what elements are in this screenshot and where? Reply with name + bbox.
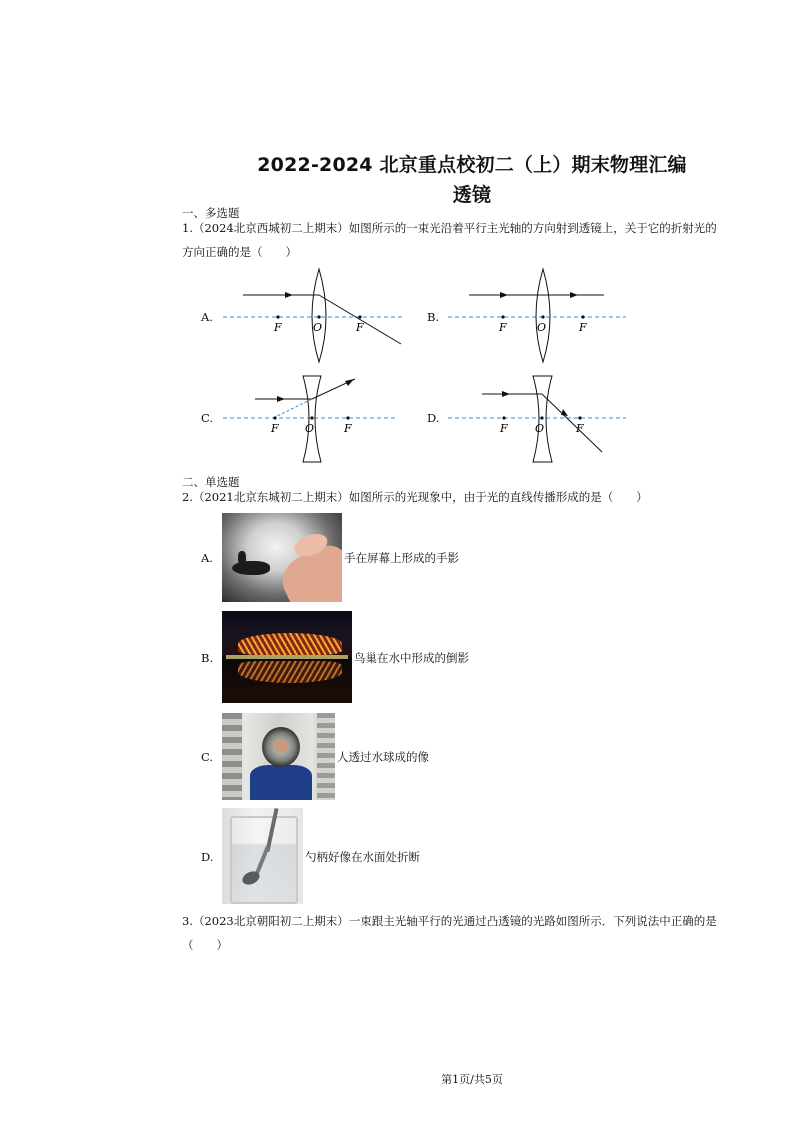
section-heading-single: 二、单选题 — [182, 475, 240, 489]
lens-diagram-a — [215, 262, 410, 364]
q2-option-a-text: 手在屏幕上形成的手影 — [344, 551, 459, 565]
origin-label: O — [537, 321, 547, 334]
q2-option-d-label: D. — [201, 850, 214, 864]
q1-option-b-label: B. — [427, 310, 440, 324]
question-3-text-cont: （ ） — [182, 938, 228, 952]
q1-option-a-label: A. — [201, 310, 213, 324]
origin-label: O — [305, 422, 315, 435]
q2-option-a-label: A. — [201, 551, 213, 565]
q2-option-b-text: 鸟巢在水中形成的倒影 — [354, 651, 469, 665]
origin-label: O — [313, 321, 323, 334]
q2-option-d-text: 勺柄好像在水面处折断 — [305, 850, 420, 864]
focal-label: F — [271, 422, 279, 435]
lens-diagram-c — [215, 372, 410, 468]
hand-shadow-photo — [222, 513, 342, 602]
question-2-text: 2.（2021北京东城初二上期末）如图所示的光现象中，由于光的直线传播形成的是（ ） — [182, 490, 648, 504]
section-heading-multi: 一、多选题 — [182, 206, 240, 220]
focal-label: F — [344, 422, 352, 435]
lens-diagram-d — [442, 372, 632, 468]
question-1-text: 1.（2024北京西城初二上期末）如图所示的一束光沿着平行主光轴的方向射到透镜上，关于它的折射光的 — [182, 221, 717, 235]
bird-nest-photo — [222, 611, 352, 703]
q2-option-c-label: C. — [201, 750, 214, 764]
water-ball-photo — [222, 713, 335, 800]
question-3-text: 3.（2023北京朝阳初二上期末）一束跟主光轴平行的光通过凸透镜的光路如图所示．下列说法中正确的是 — [182, 914, 717, 928]
q1-option-d-label: D. — [427, 411, 440, 425]
focal-label: F — [579, 321, 587, 334]
q2-option-b-label: B. — [201, 651, 214, 665]
origin-label: O — [535, 422, 545, 435]
lens-diagram-b — [442, 262, 632, 364]
question-1-text-cont: 方向正确的是（ ） — [182, 245, 297, 259]
doc-title: 2022-2024 北京重点校初二（上）期末物理汇编 — [257, 154, 687, 176]
spoon-glass-photo — [222, 808, 303, 904]
focal-label: F — [356, 321, 364, 334]
doc-subtitle: 透镜 — [452, 184, 492, 206]
focal-label: F — [500, 422, 508, 435]
page-number: 第1页/共5页 — [441, 1073, 503, 1086]
focal-label: F — [499, 321, 507, 334]
focal-label: F — [274, 321, 282, 334]
q1-option-c-label: C. — [201, 411, 214, 425]
q2-option-c-text: 人透过水球成的像 — [337, 750, 429, 764]
focal-label: F — [576, 422, 584, 435]
